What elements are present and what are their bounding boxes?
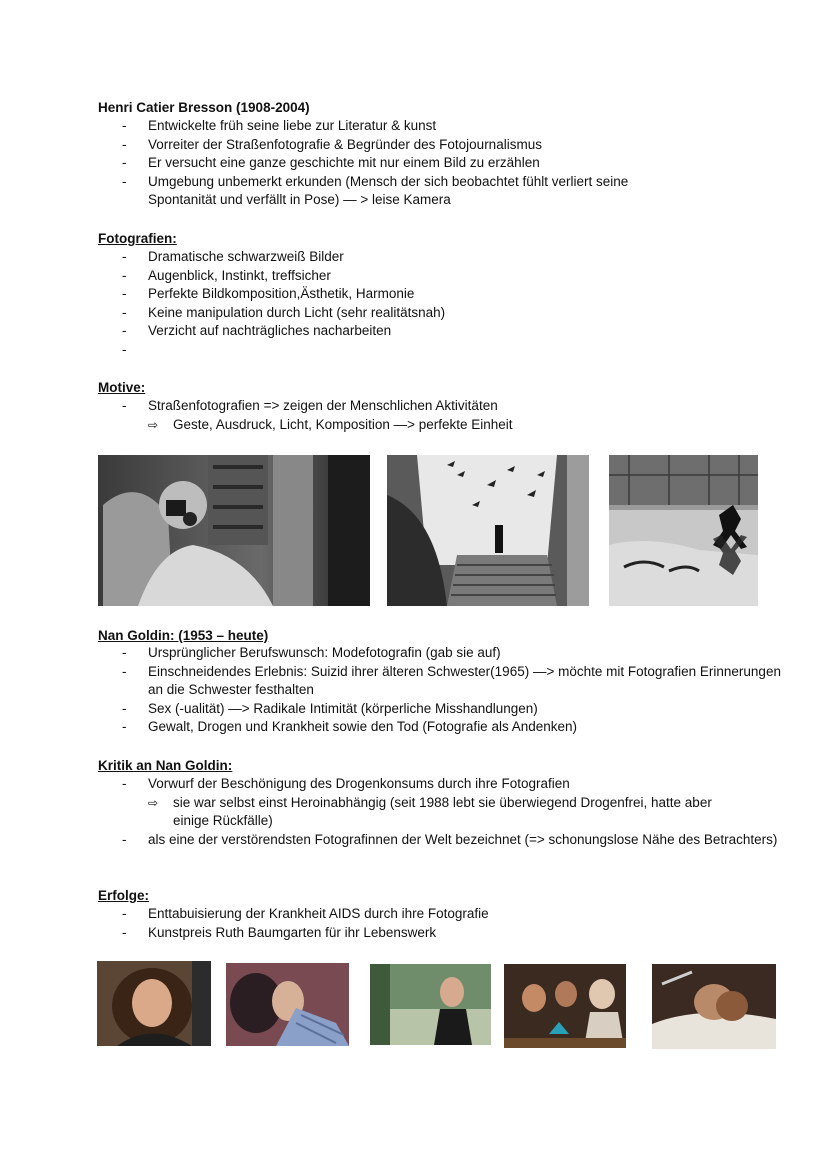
list-item: - Er versucht eine ganze geschichte mit nur einem Bild zu erzählen: [122, 155, 540, 171]
list-item: - Ursprünglicher Berufswunsch: Modefotografin (gab sie auf): [122, 645, 501, 660]
sub-item: ⇨ sie war selbst einst Heroinabhängig (seit 1988 lebt sie überwiegend Drogenfrei, hatte aber einige Rückfälle): [148, 794, 712, 829]
list-item: - Verzicht auf nachträgliches nacharbeiten: [122, 323, 392, 339]
list-item: - Kunstpreis Ruth Baumgarten für ihr Lebenswerk: [122, 924, 437, 940]
list-item: - Dramatische schwarzweiß Bilder: [122, 249, 344, 264]
list-item: - Vorreiter der Straßenfotografie & Begründer des Fotojournalismus: [122, 136, 542, 152]
list-item: - Straßenfotografien => zeigen der Menschlichen Aktivitäten ⇨ Geste, Ausdruck, Licht, Komposition —> perfekte Einheit: [98, 397, 748, 434]
list-item: - Keine manipulation durch Licht (sehr realitätsnah): [122, 304, 446, 320]
goldin-photo-couple: [226, 963, 349, 1046]
list-item: - Sex (-ualität) —> Radikale Intimität (körperliche Misshandlungen): [122, 700, 538, 716]
goldin-photo-hospital: [652, 964, 776, 1049]
motive-list: [98, 397, 748, 434]
list-item: - Enttabuisierung der Krankheit AIDS durch ihre Fotografie: [122, 906, 489, 921]
list-item: - Augenblick, Instinkt, treffsicher: [122, 267, 331, 283]
bresson-portrait-photo: [98, 455, 370, 606]
list-item: - Gewalt, Drogen und Krankheit sowie den Tod (Fotografie als Andenken): [122, 719, 578, 735]
motive-heading: Motive:: [98, 380, 146, 395]
arrow-right-icon: ⇨: [148, 417, 159, 432]
goldin-photo-bar: [504, 964, 626, 1048]
sub-item: ⇨ Geste, Ausdruck, Licht, Komposition —> perfekte Einheit: [148, 416, 748, 435]
bresson-list: [98, 117, 748, 210]
goldin-photo-portrait: [97, 961, 211, 1046]
goldin-heading: Nan Goldin: (1953 – heute): [98, 628, 269, 643]
list-item: - Vorwurf der Beschönigung des Drogenkonsums durch ihre Fotografien ⇨ sie war selbst einst Heroinabhängig (seit 1988 lebt sie überwiegend Drogenfrei, hatte aber einige Rückfälle): [98, 775, 748, 831]
erfolge-list: [98, 905, 748, 942]
list-item: - Perfekte Bildkomposition,Ästhetik, Harmonie: [122, 286, 415, 302]
kritik-heading: Kritik an Nan Goldin:: [98, 758, 233, 773]
list-item: -: [122, 341, 127, 357]
erfolge-heading: Erfolge:: [98, 888, 150, 903]
list-item: - Entwickelte früh seine liebe zur Literatur & kunst: [122, 118, 437, 133]
bresson-stairs-photo: [387, 455, 589, 606]
bresson-puddle-photo: [609, 455, 758, 606]
fotografien-list: [98, 248, 748, 360]
bresson-heading: Henri Catier Bresson (1908-2004): [98, 100, 310, 115]
goldin-photo-bath: [370, 964, 491, 1045]
list-item: - Umgebung unbemerkt erkunden (Mensch der sich beobachtet fühlt verliert seine Spontanität und verfällt in Pose) — > leise Kamera: [122, 173, 629, 208]
arrow-right-icon: ⇨: [148, 795, 159, 810]
list-item: - als eine der verstörendsten Fotografinnen der Welt bezeichnet (=> schonungslose Nähe des Betrachters): [122, 831, 778, 847]
list-item: - Einschneidendes Erlebnis: Suizid ihrer älteren Schwester(1965) —> möchte mit Fotografien Erinnerungen an die Schwester festhalten: [122, 663, 781, 698]
kritik-list: [98, 775, 778, 849]
fotografien-heading: Fotografien:: [98, 231, 177, 246]
goldin-list: [98, 644, 781, 737]
